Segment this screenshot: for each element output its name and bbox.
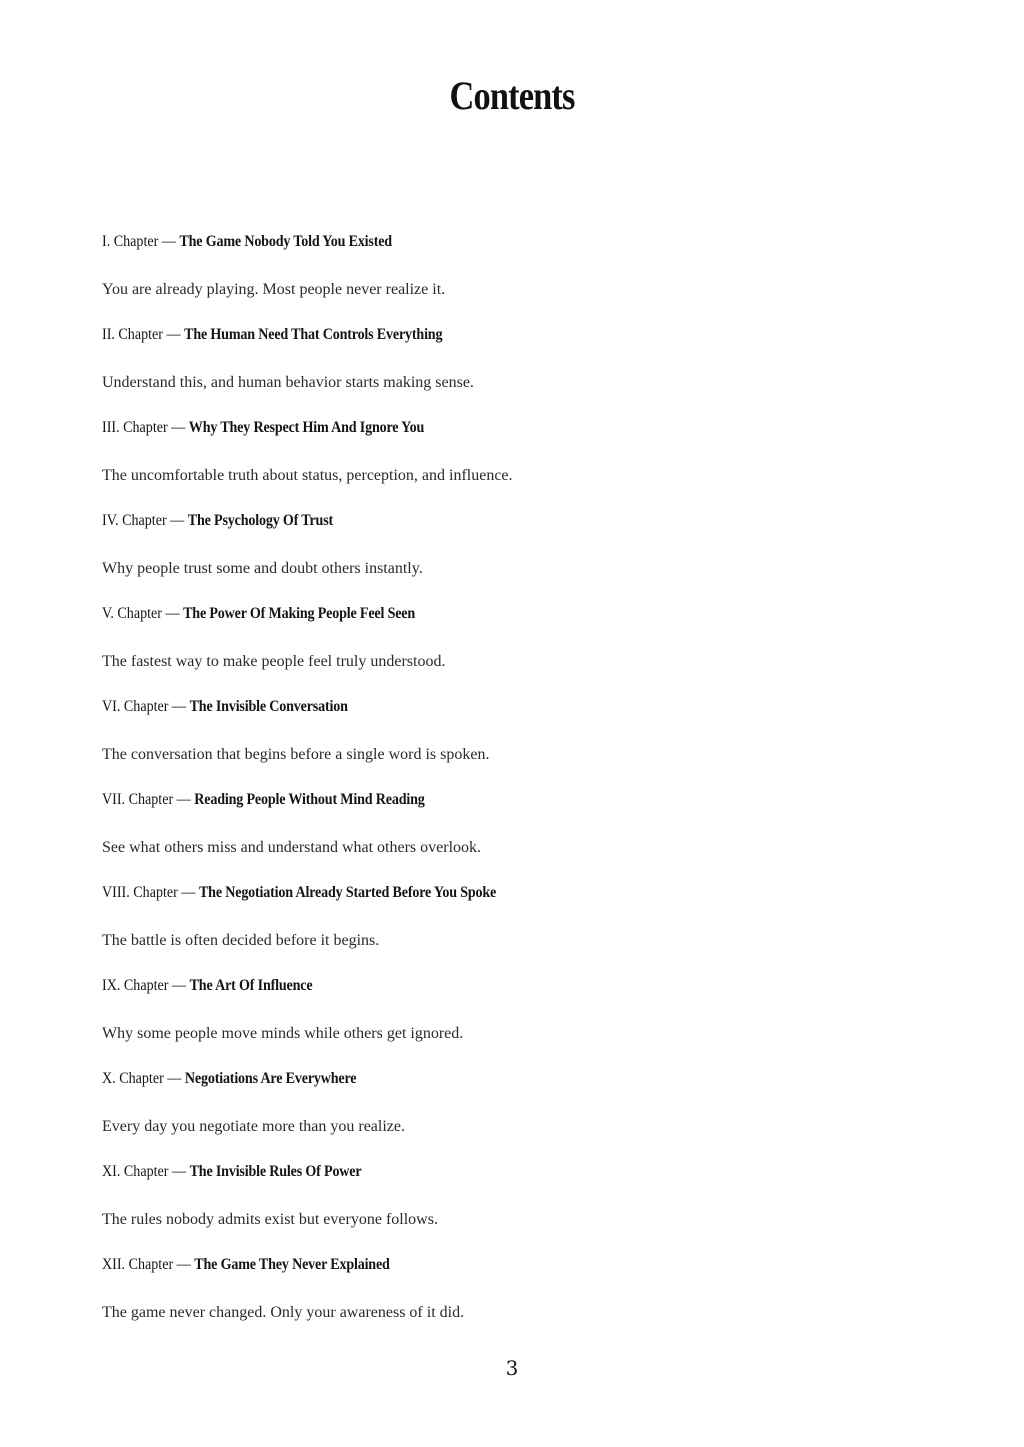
chapter-title: The Art Of Influence [189,977,313,994]
chapter-heading[interactable] [102,229,392,255]
chapter-title: Negotiations Are Everywhere [184,1070,357,1087]
chapter-heading[interactable] [102,322,442,348]
chapter-title: The Psychology Of Trust [187,512,334,529]
toc-entry-12 [102,1252,922,1345]
chapter-separator: — [167,1070,182,1087]
chapter-title: The Game Nobody Told You Existed [179,233,392,250]
chapter-title: The Invisible Conversation [189,698,348,715]
toc-entry-1 [102,229,922,322]
chapter-number: X. Chapter [102,1070,164,1087]
chapter-separator: — [176,791,191,808]
chapter-description: Why people trust some and doubt others instantly. [102,560,423,577]
chapter-description: The rules nobody admits exist but everyone follows. [102,1211,438,1228]
chapter-description: The game never changed. Only your awareness of it did. [102,1304,465,1321]
chapter-title: The Negotiation Already Started Before You Spoke [198,884,497,901]
chapter-description: The battle is often decided before it begins. [102,932,380,949]
chapter-heading[interactable] [102,880,496,906]
table-of-contents [102,229,922,1345]
chapter-separator: — [171,1163,187,1180]
chapter-number: VI. Chapter [102,698,169,715]
chapter-heading[interactable] [102,1066,356,1092]
chapter-description: You are already playing. Most people never realize it. [102,281,446,298]
chapter-description: Why some people move minds while others get ignored. [102,1025,464,1042]
toc-entry-8 [102,880,922,973]
page-title: Contents [449,73,575,118]
toc-entry-6 [102,694,922,787]
chapter-separator: — [171,698,187,715]
chapter-separator: — [161,233,176,250]
chapter-number: V. Chapter [102,605,162,622]
chapter-title: The Human Need That Controls Everything [184,326,443,343]
chapter-heading[interactable] [102,601,415,627]
chapter-separator: — [171,977,187,994]
chapter-separator: — [171,419,186,436]
chapter-description: See what others miss and understand what others overlook. [102,839,482,856]
toc-entry-11 [102,1159,922,1252]
chapter-number: VII. Chapter [102,791,174,808]
toc-entry-2 [102,322,922,415]
chapter-separator: — [176,1256,191,1273]
chapter-number: IV. Chapter [102,512,167,529]
toc-entry-7 [102,787,922,880]
chapter-separator: — [165,605,180,622]
chapter-number: II. Chapter [102,326,163,343]
chapter-title: Why They Respect Him And Ignore You [188,419,425,436]
toc-entry-5 [102,601,922,694]
chapter-number: IX. Chapter [102,977,169,994]
chapter-description: The uncomfortable truth about status, perception, and influence. [102,467,513,484]
chapter-description: Understand this, and human behavior starts making sense. [102,374,474,391]
chapter-separator: — [166,326,181,343]
toc-entry-9 [102,973,922,1066]
page-number: 3 [505,1356,519,1380]
chapter-title: The Invisible Rules Of Power [189,1163,362,1180]
chapter-heading[interactable] [102,787,425,813]
chapter-heading[interactable] [102,508,333,534]
chapter-heading[interactable] [102,415,424,441]
chapter-title: The Power Of Making People Feel Seen [183,605,416,622]
chapter-number: III. Chapter [102,419,168,436]
chapter-description: The fastest way to make people feel truly understood. [102,653,446,670]
chapter-heading[interactable] [102,973,312,999]
chapter-separator: — [181,884,196,901]
chapter-description: Every day you negotiate more than you realize. [102,1118,405,1135]
chapter-number: I. Chapter [102,233,159,250]
toc-entry-10 [102,1066,922,1159]
chapter-title: Reading People Without Mind Reading [194,791,425,808]
toc-entry-4 [102,508,922,601]
chapter-number: XII. Chapter [102,1256,174,1273]
chapter-heading[interactable] [102,1159,361,1185]
chapter-heading[interactable] [102,1252,390,1278]
chapter-number: VIII. Chapter [102,884,178,901]
chapter-number: XI. Chapter [102,1163,169,1180]
chapter-description: The conversation that begins before a single word is spoken. [102,746,490,763]
chapter-heading[interactable] [102,694,348,720]
chapter-separator: — [170,512,185,529]
toc-entry-3 [102,415,922,508]
chapter-title: The Game They Never Explained [194,1256,390,1273]
